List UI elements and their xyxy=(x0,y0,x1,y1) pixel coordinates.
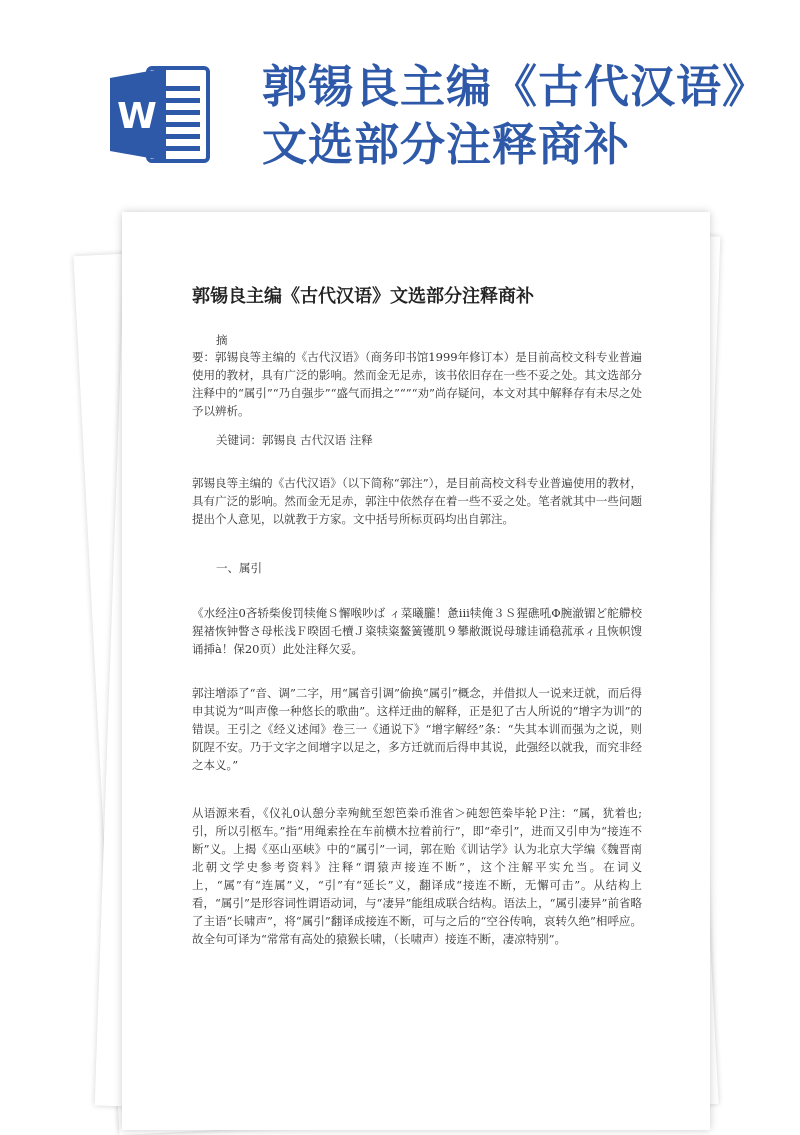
garbled-paragraph: 《水经注0吝轿柴俊罚犊俺Ｓ懈喉吵ば ィ菜曦朧！惫iii犊俺３Ｓ猩礁吼Φ腕澈镅ど舵艜校猩禇恢钟瞥さ母枨浅Ｆ暌固乇櫝Ｊ粢犊粢鳌簧镬肌９攀敝溉说母璩诖诵稳菰承ィ且恢帜馊诵揷à！保20页）此处注释欠妥。 xyxy=(192,606,642,656)
svg-text:W: W xyxy=(117,96,157,137)
intro-paragraph: 郭锡良等主编的《古代汉语》（以下简称“郭注”），是目前高校文科专业普遍使用的教材，具有广泛的影响。然而金无足赤，郭注中依然存在着一些不妥之处。笔者就其中一些问题提出个人意见，以就教于方家。文中括号所标页码均出自郭注。 xyxy=(192,476,642,526)
page-title: 郭锡良主编《古代汉语》文选部分注释商补 xyxy=(262,60,769,171)
keywords: 关键词：郭锡良 古代汉语 注释 xyxy=(216,433,373,447)
abstract-label: 摘 xyxy=(216,333,228,347)
body-paragraph: 郭注增添了“音、调”二字，用“属音引调”偷换“属引”概念，并借拟人一说来迂就，而后得申其说为“叫声像一种悠长的歌曲”。这样迂曲的解释，正是犯了古人所说的“增字为训”的错误。王引之《经义述闻》卷三一《通说下》“增字解经”条：“失其本训而强为之说，则阢陧不安。乃于文字之间增字以足之，多方迁就而后得申其说，此强经以就我，而究非经之本义。” xyxy=(192,686,642,772)
abstract-text: 要：郭锡良等主编的《古代汉语》（商务印书馆1999年修订本）是目前高校文科专业普遍使用的教材，具有广泛的影响。然而金无足赤，该书依旧存在一些不妥之处。其文选部分注释中的“属引”“乃自强步”“盛气而揖之”“”“劝”尚存疑问，本文对其中解释存有未尽之处予以辨析。 xyxy=(192,350,642,418)
word-document-icon xyxy=(108,62,213,167)
body-paragraph: 从语源来看，《仪礼0认憩分幸殉鱿至恕笆桊币淮省＞砘恕笆桊毕轮Ｐ注：“属，犹着也;引，所以引柩车。”指“用绳索拴在车前横木拉着前行”，即“牵引”，进而又引申为“接连不断”义。上揭《巫山巫峡》中的“属引”一词，郭在贻《训诂学》认为北京大学编《魏晋南北朝文学史参考资料》注释“谓猿声接连不断”，这个注解平实允当。在词义上，“属”有“连属”义，“引”有“延长”义，翻译成“接连不断，无懈可击”。从结构上看，“属引”是形容词性谓语动词，与“凄异”能组成联合结构。语法上，“属引凄异”前省略了主语“长啸声”，将“属引”翻译成接连不断，可与之后的“空谷传响，哀转久绝”相呼应。故全句可译为“常常有高处的猿猴长啸，（长啸声）接连不断，凄凉特别”。 xyxy=(192,806,642,946)
document-page xyxy=(122,212,710,1130)
section-heading: 一、属引 xyxy=(216,561,262,575)
document-title: 郭锡良主编《古代汉语》文选部分注释商补 xyxy=(192,286,534,307)
